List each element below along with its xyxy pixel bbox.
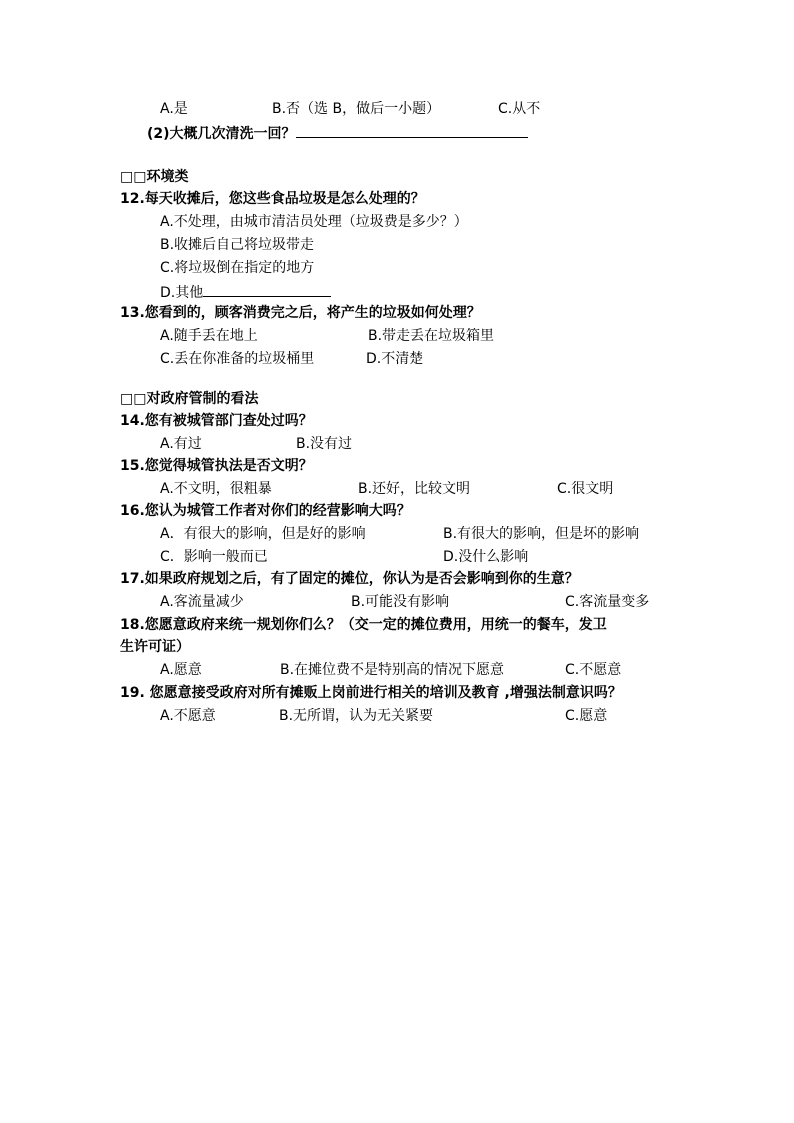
q17-option-b[interactable]: B.可能没有影响 <box>351 594 450 610</box>
q11-option-c[interactable]: C.从不 <box>498 101 541 117</box>
q12-option-c[interactable]: C.将垃圾倒在指定的地方 <box>160 260 315 276</box>
q12-question: 12.每天收摊后，您这些食品垃圾是怎么处理的？ <box>120 191 425 207</box>
q13-question: 13.您看到的，顾客消费完之后，将产生的垃圾如何处理？ <box>120 305 481 321</box>
q13-option-b[interactable]: B.带走丢在垃圾箱里 <box>368 328 495 344</box>
q17-option-c[interactable]: C.客流量变多 <box>565 594 650 610</box>
q11-part2-answer-blank[interactable] <box>296 123 528 138</box>
q14-question: 14.您有被城管部门查处过吗？ <box>120 413 313 429</box>
section-heading-environment: □□环境类 <box>120 169 189 185</box>
q18-question-line-2: 生许可证） <box>120 639 190 655</box>
q14-option-a[interactable]: A.有过 <box>160 436 202 452</box>
q13-option-a[interactable]: A.随手丢在地上 <box>160 328 258 344</box>
q16-option-d[interactable]: D.没什么影响 <box>443 549 529 565</box>
section-heading-government: □□对政府管制的看法 <box>120 391 259 407</box>
q14-option-b[interactable]: B.没有过 <box>296 436 353 452</box>
q13-option-c[interactable]: C.丢在你准备的垃圾桶里 <box>160 351 315 367</box>
q18-option-c[interactable]: C.不愿意 <box>565 662 622 678</box>
q11-option-a[interactable]: A.是 <box>160 101 188 117</box>
q16-option-a[interactable]: A．有很大的影响，但是好的影响 <box>160 526 366 542</box>
q12-option-b[interactable]: B.收摊后自己将垃圾带走 <box>160 237 315 253</box>
q19-question: 19. 您愿意接受政府对所有摊贩上岗前进行相关的培训及教育 ,增强法制意识吗？ <box>120 685 622 701</box>
q19-option-a[interactable]: A.不愿意 <box>160 708 216 724</box>
q12-option-d[interactable]: D.其他 <box>160 285 204 301</box>
q16-option-c[interactable]: C．影响一般而已 <box>160 549 268 565</box>
q17-option-a[interactable]: A.客流量减少 <box>160 594 244 610</box>
q11-part2-text: (2)大概几次清洗一回？ <box>147 126 296 142</box>
q19-option-b[interactable]: B.无所谓，认为无关紧要 <box>279 708 434 724</box>
q15-option-c[interactable]: C.很文明 <box>557 481 614 497</box>
q18-question-line-1: 18.您愿意政府来统一规划你们么？（交一定的摊位费用，用统一的餐车，发卫 <box>120 617 607 633</box>
q13-option-d[interactable]: D.不清楚 <box>366 351 424 367</box>
q12-option-d-row <box>160 282 331 302</box>
q17-question: 17.如果政府规划之后，有了固定的摊位，你认为是否会影响到你的生意？ <box>120 571 579 587</box>
q19-option-c[interactable]: C.愿意 <box>565 708 608 724</box>
q16-question: 16.您认为城管工作者对你们的经营影响大吗？ <box>120 503 411 519</box>
q11-part2-question <box>147 123 528 143</box>
q12-other-blank[interactable] <box>203 282 331 297</box>
q18-option-a[interactable]: A.愿意 <box>160 662 202 678</box>
q18-option-b[interactable]: B.在摊位费不是特别高的情况下愿意 <box>280 662 505 678</box>
q12-option-a[interactable]: A.不处理，由城市清洁员处理（垃圾费是多少？） <box>160 214 468 230</box>
q15-option-b[interactable]: B.还好，比较文明 <box>358 481 471 497</box>
q15-option-a[interactable]: A.不文明，很粗暴 <box>160 481 272 497</box>
q15-question: 15.您觉得城管执法是否文明？ <box>120 458 313 474</box>
q11-option-b[interactable]: B.否（选 B，做后一小题） <box>272 101 441 117</box>
q16-option-b[interactable]: B.有很大的影响，但是坏的影响 <box>443 526 640 542</box>
